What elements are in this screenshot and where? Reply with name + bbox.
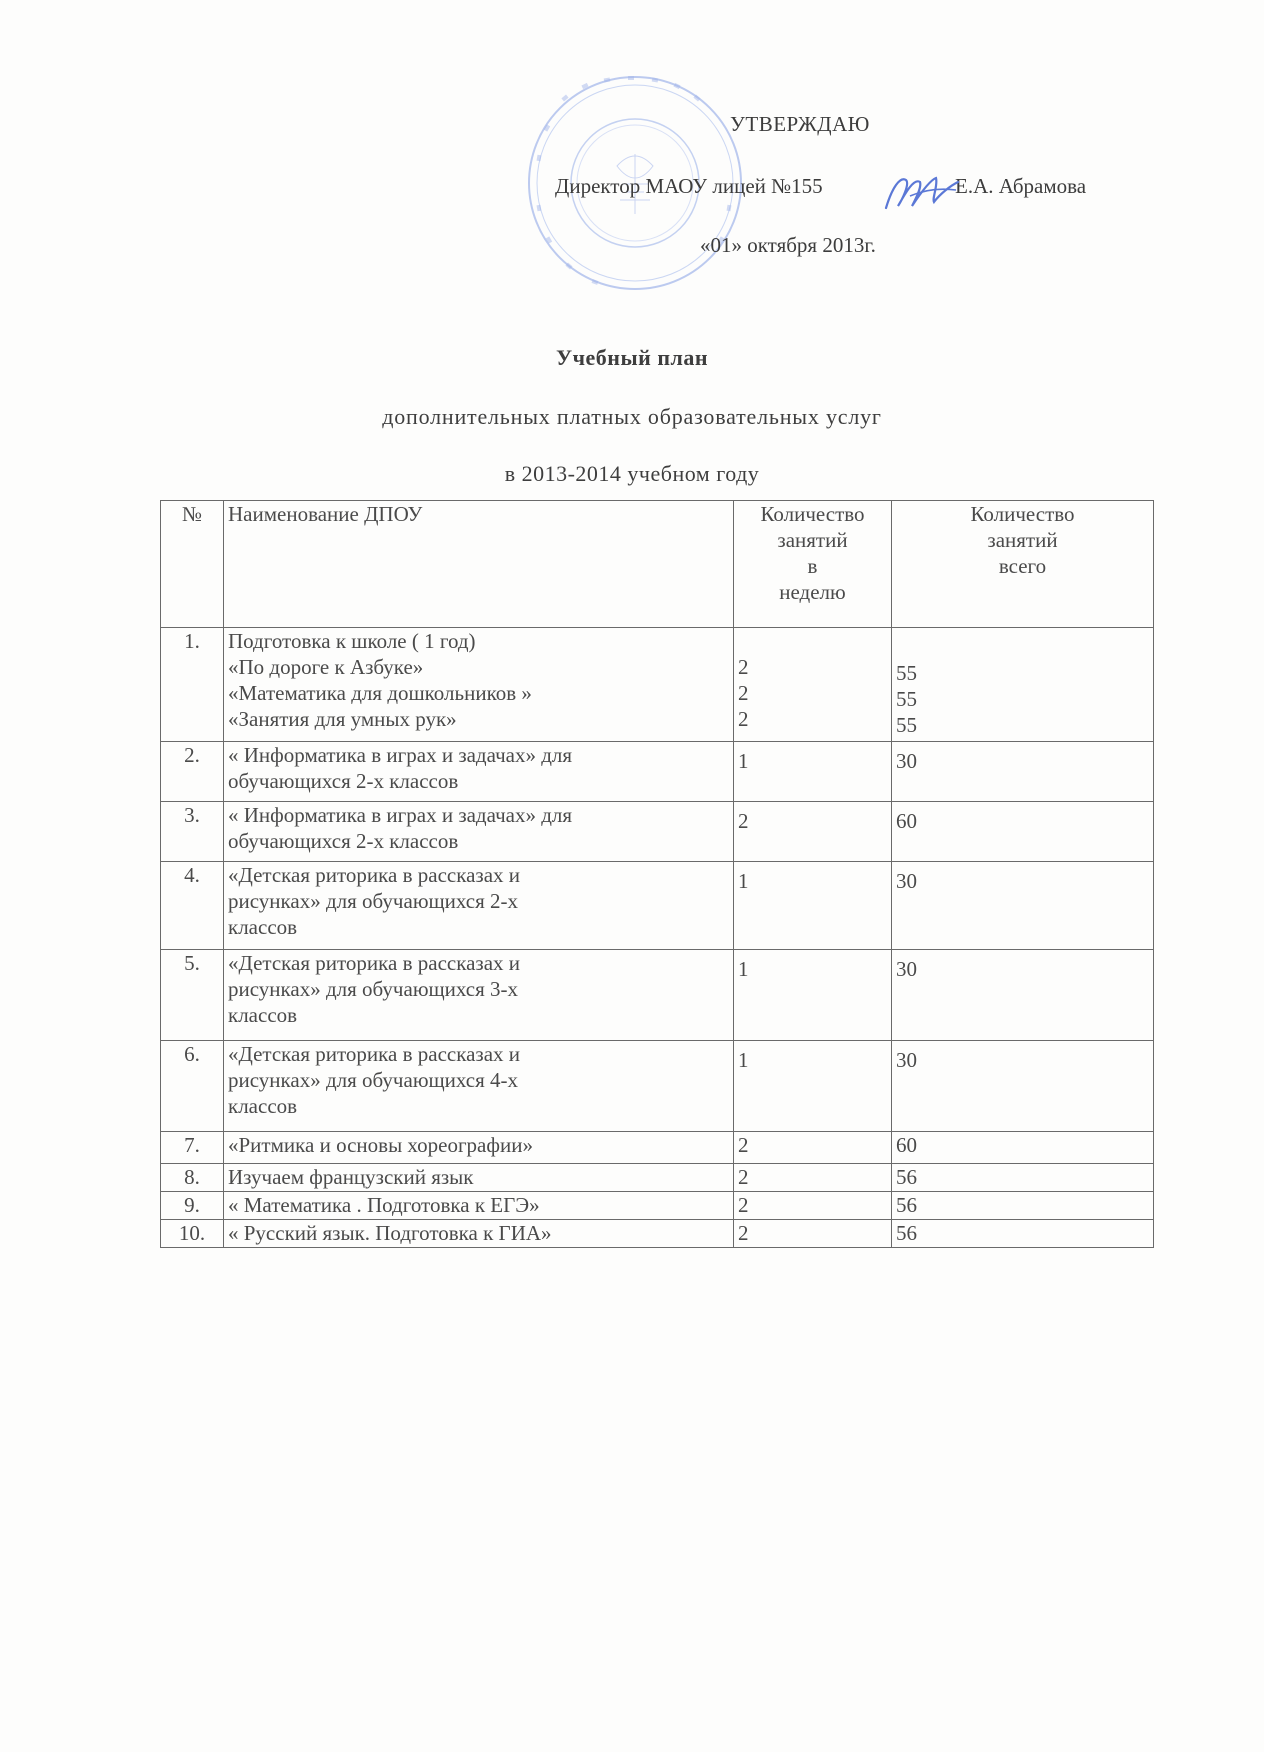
row-total-value: 56 [896, 1221, 917, 1245]
document-subtitle: дополнительных платных образовательных услуг [382, 404, 882, 429]
row-total [892, 950, 1154, 1041]
row-name-line: « Математика . Подготовка к ЕГЭ» [228, 1193, 540, 1217]
table-header-row [161, 501, 1154, 628]
row-number: 8. [161, 1164, 224, 1192]
row-total [892, 802, 1154, 862]
row-total-value: 30 [896, 1048, 917, 1072]
row-per-week [734, 950, 892, 1041]
row-per-week-value: 1 [738, 957, 749, 981]
row-total [892, 1220, 1154, 1248]
row-total-value: 30 [896, 869, 917, 893]
row-per-week-value: 2 [738, 707, 749, 731]
row-total [892, 1164, 1154, 1192]
row-name-line: «Занятия для умных рук» [228, 707, 457, 731]
header-total [892, 501, 1154, 628]
row-total-value: 55 [896, 687, 917, 711]
row-name-line: классов [228, 1094, 298, 1118]
header-total-line: занятий [987, 528, 1058, 552]
header-per-week-line: занятий [777, 528, 848, 552]
table-row [161, 1164, 1154, 1192]
table-row [161, 950, 1154, 1041]
row-name-line: классов [228, 915, 298, 939]
row-per-week [734, 1132, 892, 1164]
row-total-value: 55 [896, 661, 917, 685]
row-per-week [734, 802, 892, 862]
row-per-week-value: 1 [738, 1048, 749, 1072]
row-name-line: «Детская риторика в рассказах и [228, 863, 521, 887]
approval-title: УТВЕРЖДАЮ [730, 112, 870, 136]
row-name-line: рисунках» для обучающихся 2-х [228, 889, 519, 913]
row-per-week [734, 1220, 892, 1248]
header-per-week-line: Количество [760, 502, 865, 526]
row-per-week-value: 2 [738, 1165, 749, 1189]
row-name-line: Подготовка к школе ( 1 год) [228, 629, 476, 653]
row-name-line: обучающихся 2-х классов [228, 769, 459, 793]
row-total-value: 30 [896, 749, 917, 773]
row-per-week [734, 742, 892, 802]
row-number: 10. [161, 1220, 224, 1248]
row-number: 9. [161, 1192, 224, 1220]
document-year: в 2013-2014 учебном году [504, 461, 760, 486]
row-name-line: « Информатика в играх и задачах» для [228, 803, 573, 827]
row-name-line: рисунках» для обучающихся 3-х [228, 977, 519, 1001]
row-per-week [734, 1041, 892, 1132]
row-number: 5. [161, 950, 224, 1041]
table-row [161, 802, 1154, 862]
row-per-week-value: 1 [738, 869, 749, 893]
row-name [224, 628, 734, 742]
row-per-week-value: 2 [738, 809, 749, 833]
row-name-line: « Информатика в играх и задачах» для [228, 743, 573, 767]
row-name [224, 1132, 734, 1164]
row-name-line: «Ритмика и основы хореографии» [228, 1133, 533, 1157]
row-number: 6. [161, 1041, 224, 1132]
row-total-value: 30 [896, 957, 917, 981]
approval-name: Е.А. Абрамова [955, 174, 1087, 198]
row-total [892, 1132, 1154, 1164]
handwritten-signature [880, 166, 962, 218]
row-total [892, 1041, 1154, 1132]
table-row [161, 628, 1154, 742]
row-name [224, 802, 734, 862]
header-total-line: всего [998, 554, 1047, 578]
row-total-value: 60 [896, 809, 917, 833]
row-total [892, 628, 1154, 742]
row-name [224, 1192, 734, 1220]
row-name-line: рисунках» для обучающихся 4-х [228, 1068, 519, 1092]
row-per-week [734, 1192, 892, 1220]
row-per-week-value: 2 [738, 1221, 749, 1245]
row-name-line: «Детская риторика в рассказах и [228, 951, 521, 975]
row-per-week-value: 2 [738, 1193, 749, 1217]
header-number: № [161, 501, 224, 628]
approval-director: Директор МАОУ лицей №155 [555, 174, 823, 198]
row-total-value: 56 [896, 1165, 917, 1189]
header-per-week [734, 501, 892, 628]
header-name: Наименование ДПОУ [224, 501, 734, 628]
row-per-week [734, 862, 892, 950]
approval-date: «01» октября 2013г. [700, 233, 876, 257]
row-name-line: Изучаем французский язык [228, 1165, 474, 1189]
study-plan-table [160, 500, 1154, 1248]
table-row [161, 1041, 1154, 1132]
row-name-line: классов [228, 1003, 298, 1027]
row-number: 3. [161, 802, 224, 862]
table-row [161, 1192, 1154, 1220]
row-total-value: 56 [896, 1193, 917, 1217]
row-per-week-value: 1 [738, 749, 749, 773]
row-total-value: 55 [896, 713, 917, 737]
header-per-week-line: в [807, 554, 818, 578]
row-number: 2. [161, 742, 224, 802]
row-name [224, 1041, 734, 1132]
table-row [161, 862, 1154, 950]
row-name [224, 950, 734, 1041]
row-number: 1. [161, 628, 224, 742]
header-per-week-line: неделю [779, 580, 846, 604]
row-name [224, 862, 734, 950]
row-per-week-value: 2 [738, 1133, 749, 1157]
row-per-week-value: 2 [738, 655, 749, 679]
row-name-line: «Математика для дошкольников » [228, 681, 532, 705]
row-name-line: «Детская риторика в рассказах и [228, 1042, 521, 1066]
row-per-week [734, 1164, 892, 1192]
row-total-value: 60 [896, 1133, 917, 1157]
table-row [161, 1220, 1154, 1248]
table-row [161, 1132, 1154, 1164]
row-name-line: « Русский язык. Подготовка к ГИА» [228, 1221, 552, 1245]
document-title: Учебный план [555, 345, 709, 370]
table-row [161, 742, 1154, 802]
row-name [224, 1220, 734, 1248]
row-total [892, 1192, 1154, 1220]
header-total-line: Количество [970, 502, 1075, 526]
row-total [892, 862, 1154, 950]
row-per-week [734, 628, 892, 742]
row-per-week-value: 2 [738, 681, 749, 705]
row-number: 7. [161, 1132, 224, 1164]
row-name-line: обучающихся 2-х классов [228, 829, 459, 853]
row-name [224, 1164, 734, 1192]
row-name [224, 742, 734, 802]
row-name-line: «По дороге к Азбуке» [228, 655, 424, 679]
row-total [892, 742, 1154, 802]
row-number: 4. [161, 862, 224, 950]
